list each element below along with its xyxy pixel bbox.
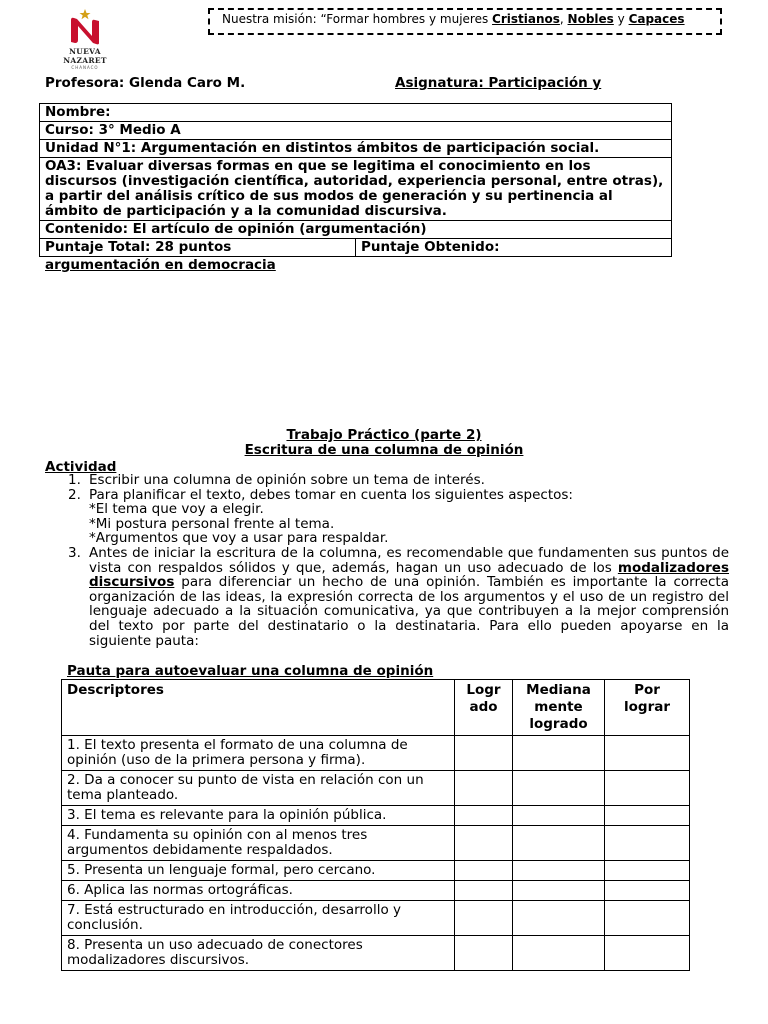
check-cell[interactable] xyxy=(513,771,605,806)
table-row: 3. El tema es relevante para la opinión pública. xyxy=(62,806,690,826)
check-cell[interactable] xyxy=(513,806,605,826)
mission-word-cristianos: Cristianos xyxy=(492,12,560,26)
check-cell[interactable] xyxy=(605,771,690,806)
col-logrado: Logr ado xyxy=(455,680,513,736)
school-logo xyxy=(46,8,124,68)
oa-cell: OA3: Evaluar diversas formas en que se legitima el conocimiento en los discursos (investigación científica, autoridad, experiencia personal, entre otras), a partir del análisis crítico de sus modos de generación y su pertinencia al ámbito de participación y a la comunidad discursiva. xyxy=(40,158,672,221)
col-por-lograr: Por lograr xyxy=(605,680,690,736)
mission-word-capaces: Capaces xyxy=(628,12,685,26)
check-cell[interactable] xyxy=(513,736,605,771)
check-cell[interactable] xyxy=(455,861,513,881)
check-cell[interactable] xyxy=(455,901,513,936)
mission-prefix: Nuestra misión: “Formar hombres y mujeres xyxy=(222,12,493,26)
check-cell[interactable] xyxy=(513,881,605,901)
list-item: 1. Escribir una columna de opinión sobre un tema de interés. xyxy=(68,472,485,488)
actividad-heading: Actividad xyxy=(45,459,117,475)
check-cell[interactable] xyxy=(605,936,690,971)
activity-list xyxy=(68,473,729,648)
nazaret-n-icon xyxy=(65,8,105,46)
puntaje-obtenido-cell[interactable]: Puntaje Obtenido: xyxy=(356,239,672,257)
table-row: 6. Aplica las normas ortográficas. xyxy=(62,881,690,901)
check-cell[interactable] xyxy=(513,826,605,861)
mission-word-nobles: Nobles xyxy=(567,12,614,26)
check-cell[interactable] xyxy=(513,936,605,971)
student-info-table xyxy=(39,103,672,257)
table-row: 4. Fundamenta su opinión con al menos tres argumentos debidamente respaldados. xyxy=(62,826,690,861)
rubric-title: Pauta para autoevaluar una columna de opinión xyxy=(67,663,434,679)
check-cell[interactable] xyxy=(513,861,605,881)
table-row: 5. Presenta un lenguaje formal, pero cercano. xyxy=(62,861,690,881)
logo-sub: CHANACO xyxy=(71,65,99,70)
check-cell[interactable] xyxy=(605,861,690,881)
table-row: 2. Da a conocer su punto de vista en relación con un tema planteado. xyxy=(62,771,690,806)
table-row: 7. Está estructurado en introducción, desarrollo y conclusión. xyxy=(62,901,690,936)
aspect-item: *El tema que voy a elegir. xyxy=(89,501,264,518)
col-medianamente: Mediana mente logrado xyxy=(513,680,605,736)
teacher-line xyxy=(45,75,635,93)
check-cell[interactable] xyxy=(605,736,690,771)
curso-cell: Curso: 3° Medio A xyxy=(40,122,672,140)
document-title: Trabajo Práctico (parte 2) xyxy=(286,427,482,443)
rubric-table xyxy=(61,679,690,971)
check-cell[interactable] xyxy=(455,826,513,861)
col-descriptores: Descriptores xyxy=(62,680,455,736)
document-subtitle: Escritura de una columna de opinión xyxy=(244,442,524,458)
check-cell[interactable] xyxy=(455,881,513,901)
asignatura-label: Asignatura: Participación y xyxy=(395,75,602,91)
check-cell[interactable] xyxy=(455,771,513,806)
aspect-item: *Mi postura personal frente al tema. xyxy=(89,515,335,532)
puntaje-total-cell: Puntaje Total: 28 puntos xyxy=(40,239,356,257)
aspect-item: *Argumentos que voy a usar para respaldar. xyxy=(89,530,389,547)
mission-statement: Nuestra misión: “Formar hombres y mujeres Cristianos, Nobles y Capaces xyxy=(208,8,722,35)
check-cell[interactable] xyxy=(605,826,690,861)
list-item: 3. Antes de iniciar la escritura de la columna, es recomendable que fundamenten sus puntos de vista con respaldos sólidos y que, además, hagan un uso adecuado de los modalizadores discursivos para diferenciar un hecho de una opinión. También es importante la correcta organización de las ideas, la expresión correcta de los argumentos y el uso de un registro del lenguaje adecuado a la situación comunicativa, ya que contribuyen a la mejor comprensión del texto por parte del destinatario o la destinataria. Para ello pueden apoyarse en la siguiente pauta: xyxy=(68,544,729,649)
table-row: 8. Presenta un uso adecuado de conectores modalizadores discursivos. xyxy=(62,936,690,971)
logo-name: NUEVA NAZARET xyxy=(63,47,107,65)
unidad-cell: Unidad N°1: Argumentación en distintos ámbitos de participación social. xyxy=(40,140,672,158)
modalizadores-term: modalizadores discursivos xyxy=(89,559,729,591)
nombre-cell[interactable]: Nombre: xyxy=(40,104,672,122)
check-cell[interactable] xyxy=(605,806,690,826)
check-cell[interactable] xyxy=(455,806,513,826)
check-cell[interactable] xyxy=(513,901,605,936)
table-row: 1. El texto presenta el formato de una columna de opinión (uso de la primera persona y firma). xyxy=(62,736,690,771)
check-cell[interactable] xyxy=(605,901,690,936)
check-cell[interactable] xyxy=(605,881,690,901)
check-cell[interactable] xyxy=(455,736,513,771)
contenido-cell: Contenido: El artículo de opinión (argumentación) xyxy=(40,221,672,239)
list-item: 2. Para planificar el texto, debes tomar en cuenta los siguientes aspectos: *El tema que voy a elegir. *Mi postura personal frente al tema. *Argumentos que voy a usar para respaldar. xyxy=(68,488,729,546)
subtitle: argumentación en democracia xyxy=(45,257,276,273)
check-cell[interactable] xyxy=(455,936,513,971)
profesora-label: Profesora: Glenda Caro M. xyxy=(45,75,246,91)
